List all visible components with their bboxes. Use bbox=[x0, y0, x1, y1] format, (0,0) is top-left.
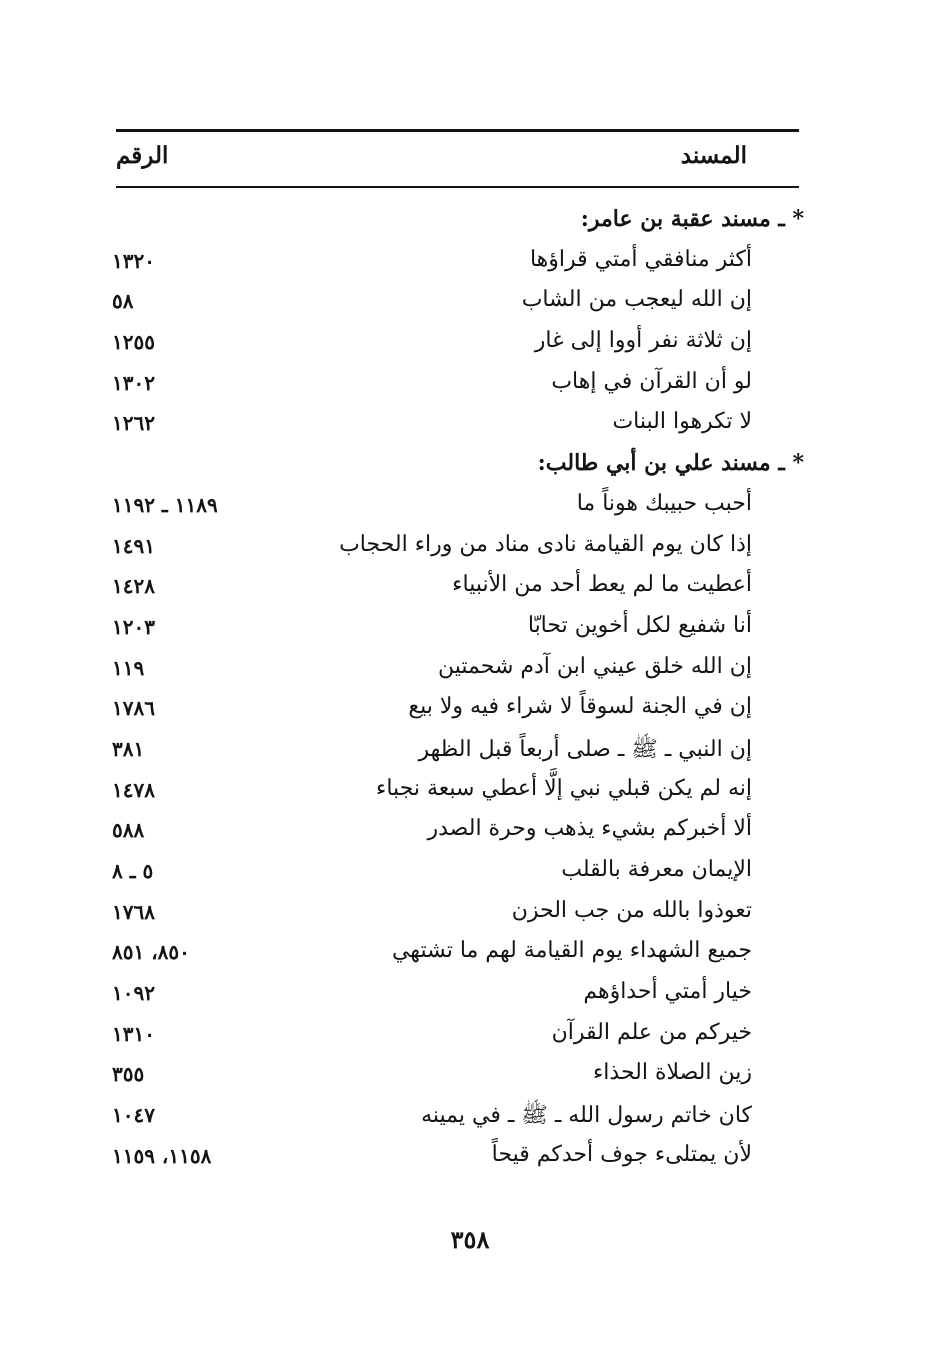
hadith-text: أنا شفيع لكل أخوين تحابّا bbox=[527, 612, 752, 638]
hadith-number: ٣٥٥ bbox=[112, 1062, 145, 1087]
hadith-text: إن الله خلق عيني ابن آدم شحمتين bbox=[438, 653, 752, 679]
section-title: * ـ مسند عقبة بن عامر: bbox=[580, 206, 804, 232]
hadith-number: ١٢٠٣ bbox=[112, 614, 155, 639]
hadith-number: ١٢٦٢ bbox=[112, 411, 155, 436]
index-entry bbox=[110, 403, 804, 444]
header-top-rule bbox=[116, 129, 799, 132]
hadith-text: إن ثلاثة نفر أووا إلى غار bbox=[534, 328, 752, 354]
hadith-number: ٨٥٠، ٨٥١ bbox=[112, 940, 190, 965]
index-entry bbox=[110, 729, 804, 770]
hadith-text: إنه لم يكن قبلي نبي إلَّا أعطي سبعة نجباء bbox=[376, 775, 752, 801]
hadith-text: ألا أخبركم بشيء يذهب وحرة الصدر bbox=[427, 816, 752, 842]
hadith-number: ٥ ـ ٨ bbox=[112, 859, 154, 883]
index-entry bbox=[110, 281, 804, 322]
index-entry bbox=[110, 810, 804, 851]
hadith-number: ١٣٠٢ bbox=[112, 370, 155, 395]
page-number: ٣٥٨ bbox=[450, 1225, 490, 1254]
hadith-number: ٥٨٨ bbox=[112, 818, 145, 843]
hadith-number: ١١٥٨، ١١٥٩ bbox=[112, 1143, 212, 1168]
hadith-number: ١٣١٠ bbox=[112, 1021, 155, 1046]
hadith-number: ١١٨٩ ـ ١١٩٢ bbox=[112, 492, 218, 517]
hadith-number: ١٣٢٠ bbox=[112, 248, 155, 273]
hadith-number: ١٧٨٦ bbox=[112, 696, 155, 721]
hadith-text: زين الصلاة الحذاء bbox=[592, 1060, 752, 1086]
section-heading bbox=[110, 200, 804, 241]
hadith-text: أحبب حبيبك هوناً ما bbox=[576, 490, 752, 516]
hadith-text: لا تكرهوا البنات bbox=[612, 409, 752, 435]
hadith-number: ٥٨ bbox=[112, 289, 134, 314]
index-entry bbox=[110, 607, 804, 648]
index-entry bbox=[110, 1014, 804, 1055]
hadith-number: ١٠٤٧ bbox=[112, 1103, 155, 1128]
index-entry bbox=[110, 688, 804, 729]
table-header bbox=[116, 140, 799, 180]
hadith-text: تعوذوا بالله من جب الحزن bbox=[511, 897, 752, 923]
hadith-text: الإيمان معرفة بالقلب bbox=[561, 857, 752, 882]
index-entry bbox=[110, 851, 804, 892]
index-entry bbox=[110, 1054, 804, 1095]
hadith-text: إن الله ليعجب من الشاب bbox=[521, 287, 752, 313]
hadith-text: إن في الجنة لسوقاً لا شراء فيه ولا بيع bbox=[408, 694, 752, 720]
hadith-number: ١٤٢٨ bbox=[112, 574, 155, 599]
hadith-number: ١٧٦٨ bbox=[112, 899, 155, 924]
hadith-text: كان خاتم رسول الله ـ ﷺ ـ في يمينه bbox=[421, 1103, 752, 1129]
index-entry bbox=[110, 241, 804, 282]
column-header-musnad: المسند bbox=[680, 142, 747, 169]
index-entry bbox=[110, 485, 804, 526]
hadith-text: إن النبي ـ ﷺ ـ صلى أربعاً قبل الظهر bbox=[418, 736, 752, 762]
index-entry bbox=[110, 1095, 804, 1136]
hadith-text: أعطيت ما لم يعط أحد من الأنبياء bbox=[452, 572, 752, 598]
index-entry bbox=[110, 322, 804, 363]
hadith-number: ١٤٩١ bbox=[112, 533, 155, 558]
index-entries bbox=[110, 200, 804, 1177]
hadith-text: لو أن القرآن في إهاب bbox=[551, 368, 752, 394]
hadith-number: ١٠٩٢ bbox=[112, 981, 155, 1006]
index-entry bbox=[110, 770, 804, 811]
index-entry bbox=[110, 973, 804, 1014]
index-entry bbox=[110, 648, 804, 689]
hadith-text: لأن يمتلىء جوف أحدكم قيحاً bbox=[491, 1141, 752, 1167]
hadith-number: ٣٨١ bbox=[112, 736, 145, 761]
index-entry bbox=[110, 526, 804, 567]
hadith-number: ١٢٥٥ bbox=[112, 330, 155, 355]
hadith-text: خيار أمتي أحداؤهم bbox=[583, 979, 752, 1005]
index-entry bbox=[110, 363, 804, 404]
hadith-text: خيركم من علم القرآن bbox=[551, 1019, 752, 1045]
hadith-text: أكثر منافقي أمتي قراؤها bbox=[529, 246, 752, 272]
hadith-text: إذا كان يوم القيامة نادى مناد من وراء الحجاب bbox=[339, 531, 752, 557]
column-header-number: الرقم bbox=[116, 142, 169, 169]
index-entry bbox=[110, 566, 804, 607]
hadith-text: جميع الشهداء يوم القيامة لهم ما تشتهي bbox=[391, 938, 752, 964]
section-heading bbox=[110, 444, 804, 485]
section-title: * ـ مسند علي بن أبي طالب: bbox=[537, 450, 804, 477]
index-entry bbox=[110, 1136, 804, 1177]
index-entry bbox=[110, 932, 804, 973]
header-bottom-rule bbox=[116, 186, 799, 188]
index-entry bbox=[110, 892, 804, 933]
hadith-number: ١٤٧٨ bbox=[112, 777, 155, 802]
hadith-number: ١١٩ bbox=[112, 655, 145, 680]
